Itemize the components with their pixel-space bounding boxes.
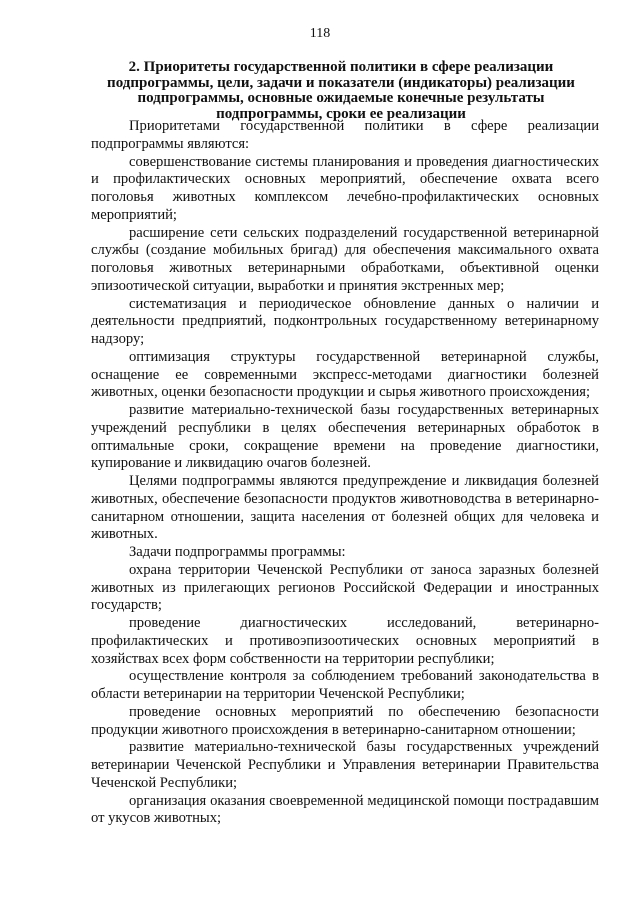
paragraph-task-protection: охрана территории Чеченской Республики от заноса заразных болезней животных из прилегающих регионов Российской Федерации и иностранных государств; — [91, 561, 599, 614]
paragraph-priority-development: развитие материально-технической базы государственных ветеринарных учреждений республики в целях обеспечения ветеринарных обработок в оптимальные сроки, сокращение времени на проведение диагностики, купирование и ликвидацию очагов болезней. — [91, 402, 599, 472]
paragraph-tasks-intro: Задачи подпрограммы программы: — [129, 544, 346, 560]
section-heading — [96, 60, 586, 122]
heading-line: 2. Приоритеты государственной политики в сфере реализации — [128, 59, 554, 75]
paragraph-priorities-intro: Приоритетами государственной политики в сфере реализации подпрограммы являются: — [91, 118, 599, 152]
paragraph-task-control: осуществление контроля за соблюдением требований законодательства в области ветеринарии на территории Чеченской Республики; — [91, 668, 599, 702]
paragraph-priority-data: систематизация и периодическое обновление данных о наличии и деятельности предприятий, подконтрольных государственному ветеринарному надзору; — [91, 295, 599, 347]
paragraph-priority-network: расширение сети сельских подразделений государственной ветеринарной службы (создание мобильных бригад) для обеспечения максимального охвата поголовья животных ветеринарными обработками, объективной оценки эпизоотической ситуации, выработки и принятия экстренных мер; — [91, 224, 599, 294]
body-text — [91, 118, 599, 828]
page-number: 118 — [309, 26, 331, 41]
heading-line: подпрограммы, сроки ее реализации — [216, 105, 466, 122]
paragraph-priority-optimization: оптимизация структуры государственной ветеринарной службы, оснащение ее современными экспресс-методами диагностики болезней животных, оценки безопасности продукции и сырья животного происхождения; — [91, 348, 599, 401]
paragraph-task-safety: проведение основных мероприятий по обеспечению безопасности продукции животного происхождения в ветеринарно-санитарном отношении; — [91, 703, 599, 738]
paragraph-task-diagnostics: проведение диагностических исследований, ветеринарно-профилактических и противоэпизоотических основных мероприятий в хозяйствах всех форм собственности на территории республики; — [91, 615, 599, 667]
paragraph-goals: Целями подпрограммы являются предупреждение и ликвидация болезней животных, обеспечение безопасности продуктов животноводства в ветеринарно-санитарном отношении, защита населения от болезней общих для человека и животных. — [91, 473, 599, 543]
paragraph-task-material-base: развитие материально-технической базы государственных учреждений ветеринарии Чеченской Республики и Управления ветеринарии Правительства Чеченской Республики; — [91, 739, 599, 791]
heading-line: подпрограммы, основные ожидаемые конечные результаты — [137, 90, 545, 106]
heading-line: подпрограммы, цели, задачи и показатели (индикаторы) реализации — [107, 74, 575, 91]
paragraph-priority-planning: совершенствование системы планирования и проведения диагностических и профилактических основных мероприятий, обеспечение охвата всего поголовья животных комплексом лечебно-профилактических основных мероприятий; — [91, 153, 599, 223]
paragraph-task-medical-help: организация оказания своевременной медицинской помощи пострадавшим от укусов животных; — [91, 792, 599, 827]
